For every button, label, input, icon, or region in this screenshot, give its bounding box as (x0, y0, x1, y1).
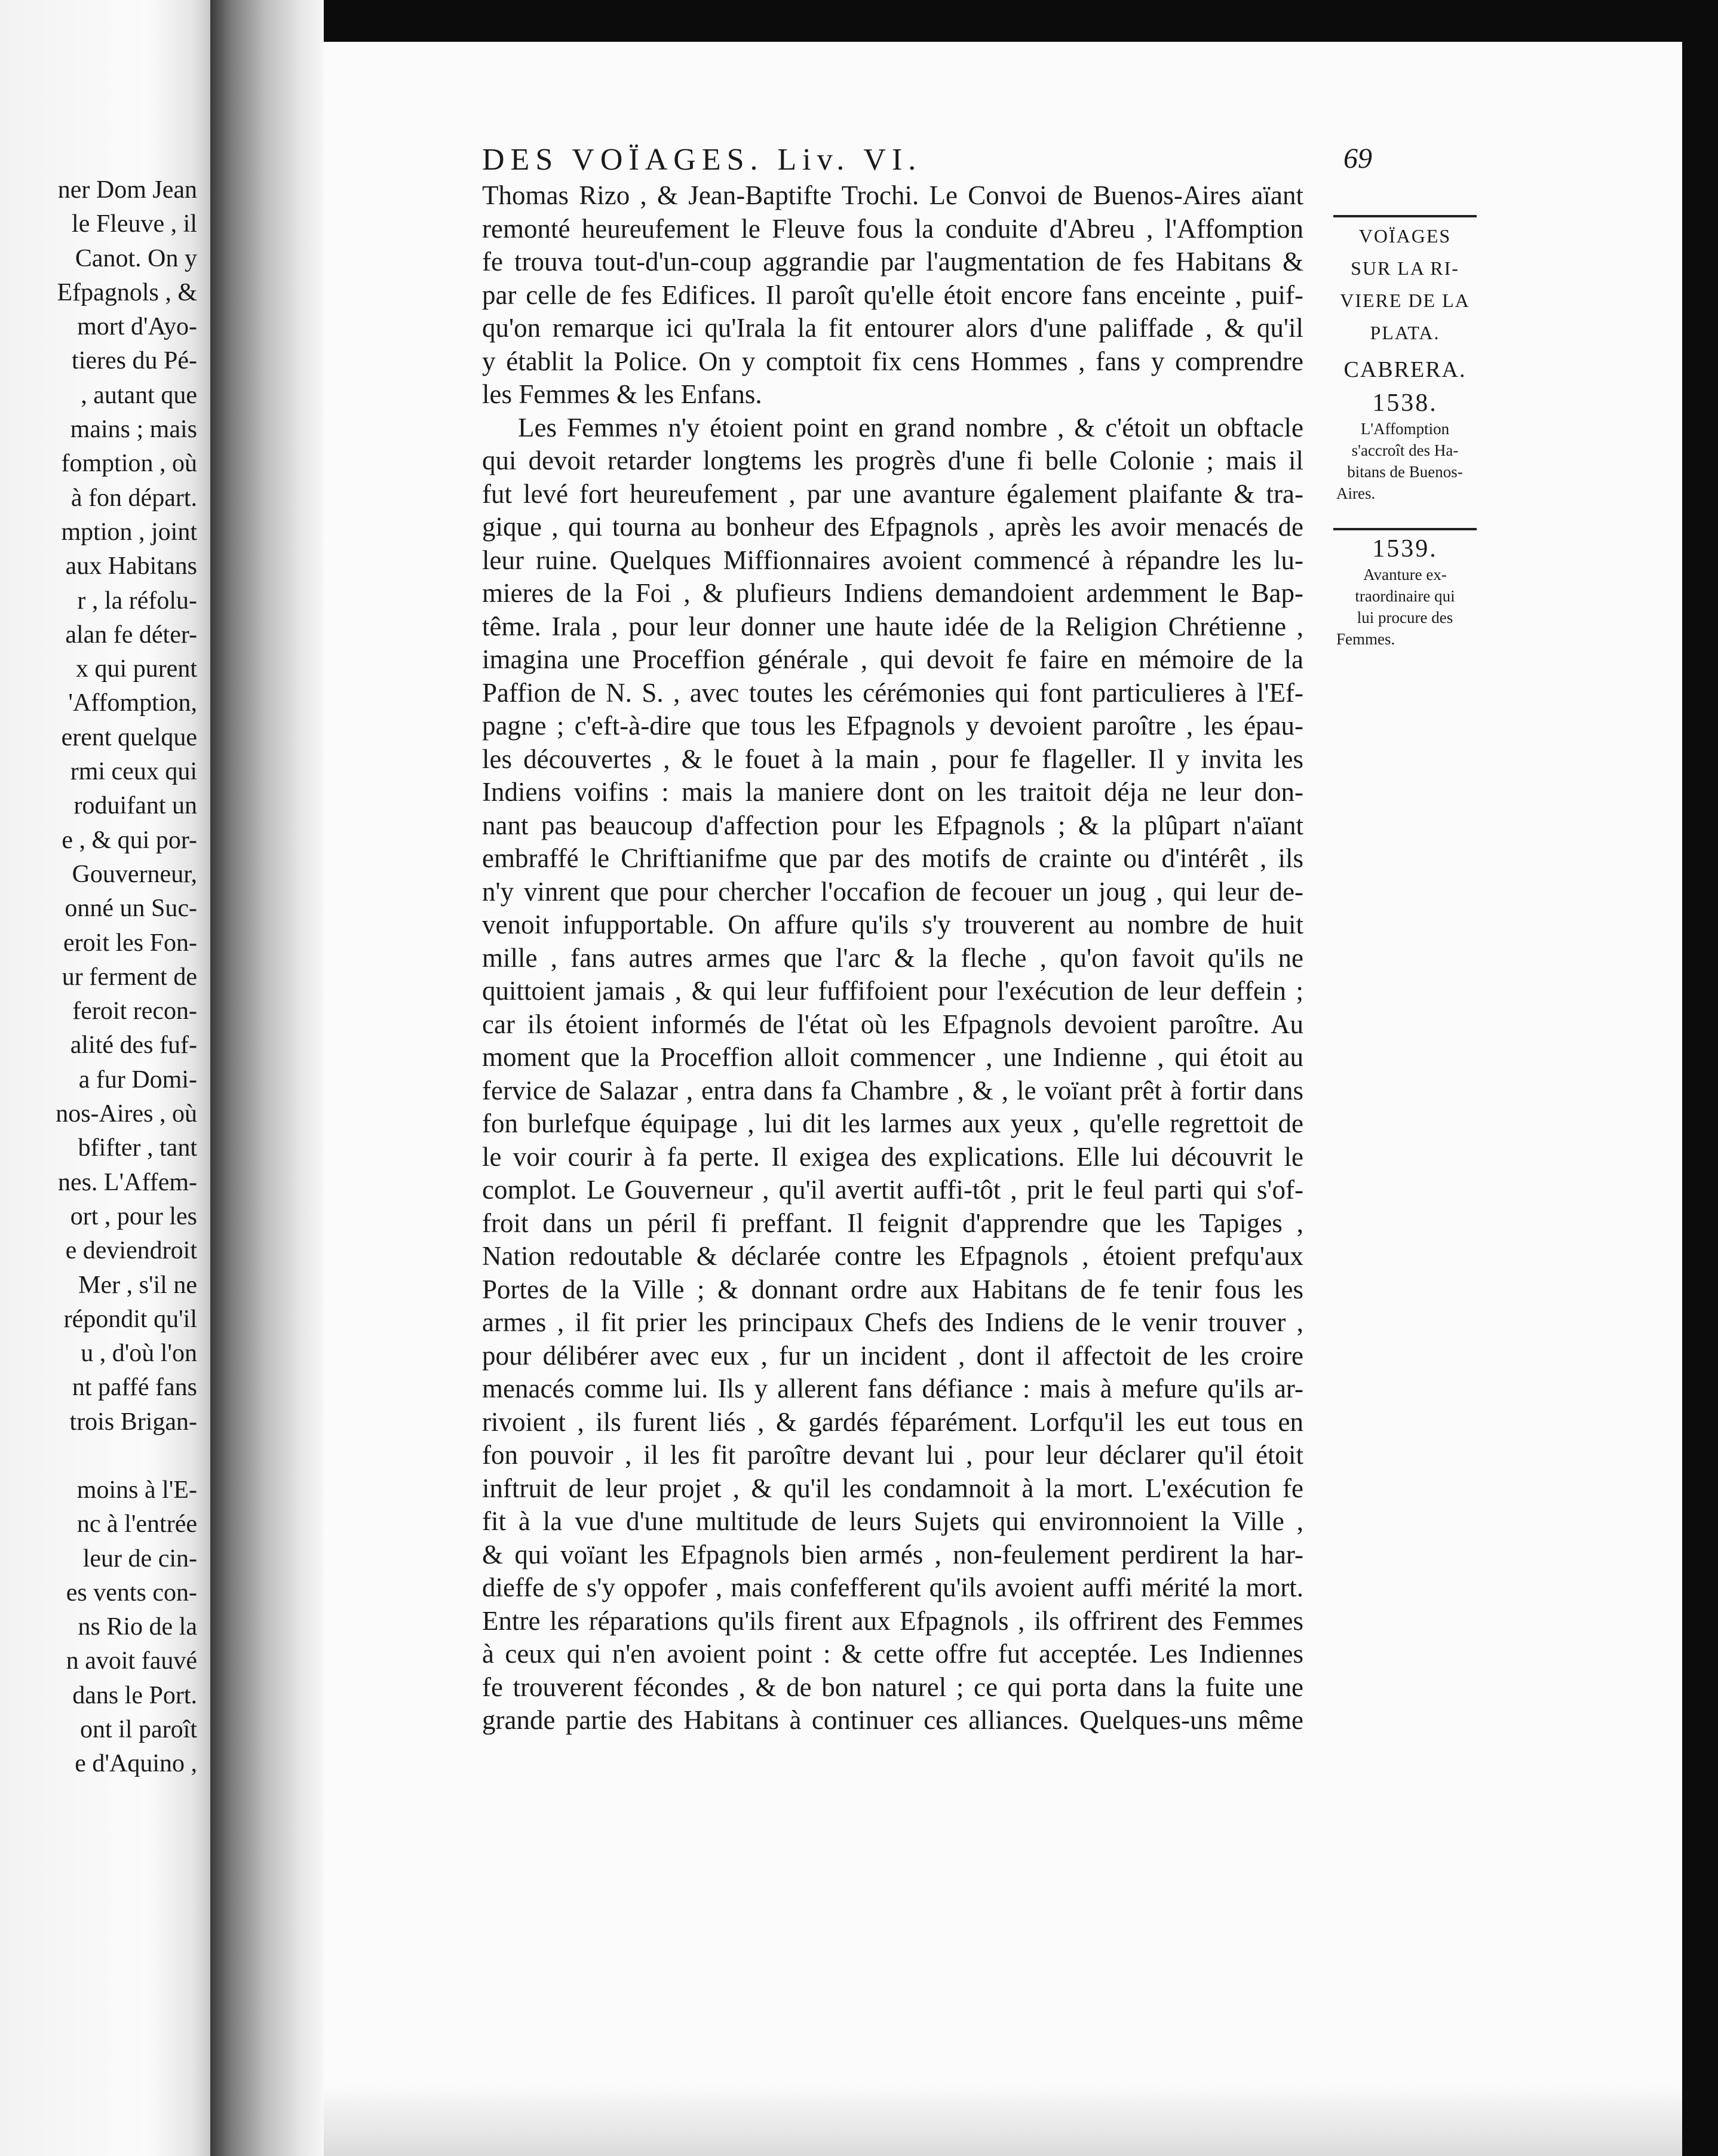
body-line: pagne ; c'eft-à-dire que tous les Efpagnols y devoient paroître , les épau- (482, 711, 1303, 741)
running-head-title: DES VOÏAGES. Liv. VI. (482, 143, 922, 177)
body-line: Paffion de N. S. , avec toutes les cérémonies qui font particulieres à l'Ef- (482, 677, 1303, 708)
body-line: dieffe de s'y oppofer , mais confefferent qu'ils avoient auffi mérité la mort. (482, 1573, 1303, 1602)
body-line: remonté heureufement le Fleuve fous la conduite d'Abreu , l'Affomption (482, 213, 1303, 244)
body-line: pour délibérer avec eux , fur un incident , dont il affectoit de les croire (482, 1340, 1303, 1371)
facing-page-line: le Fleuve , il (72, 210, 197, 238)
margin-note-line: Avanture ex- (1363, 566, 1447, 583)
body-line: armes , il fit prier les principaux Chefs des Indiens de le venir trouver , (482, 1307, 1303, 1337)
body-line: complot. Le Gouverneur , qu'il avertit auffi-tôt , prit le feul parti qui s'of- (482, 1175, 1303, 1205)
body-line: menacés comme lui. Ils y allerent fans défiance : mais à mefure qu'ils ar- (482, 1374, 1303, 1403)
facing-page-line: trois Brigan- (69, 1408, 197, 1436)
body-line: qui devoit retarder longtems les progrès d'une fi belle Colonie ; mais il (482, 446, 1303, 475)
margin-note-line: lui procure des (1357, 609, 1453, 626)
facing-page-line: bfifter , tant (78, 1134, 197, 1162)
facing-page-line: ns Rio de la (78, 1613, 197, 1641)
body-line: froit dans un péril fi preffant. Il feignit d'apprendre que les Tapiges , (482, 1208, 1303, 1238)
facing-page-line: es vents con- (66, 1578, 197, 1607)
margin-year: 1539. (1372, 535, 1438, 563)
body-line: fervice de Salazar , entra dans fa Chambre , & , le voïant prêt à fortir dans (482, 1075, 1303, 1105)
facing-page-line: moins à l'E- (76, 1476, 197, 1504)
facing-page-line: répondit qu'il (63, 1305, 197, 1333)
body-line: le voir courir à fa perte. Il exigea des explications. Elle lui découvrit le (482, 1141, 1303, 1172)
facing-page-line: mort d'Ayo- (77, 313, 197, 341)
facing-page-line: rmi ceux qui (70, 758, 197, 786)
margin-heading-line: PLATA. (1370, 322, 1440, 343)
facing-page-line: Efpagnols , & (57, 278, 197, 306)
facing-page-line: Canot. On y (75, 244, 197, 272)
facing-page-line: onné un Suc- (65, 895, 197, 923)
body-line: inftruit de leur projet , & qu'il les condamnoit à la mort. L'exécution fe (482, 1473, 1303, 1503)
facing-page-line: ur ferment de (62, 963, 197, 991)
body-line: Les Femmes n'y étoient point en grand nombre , & c'étoit un obftacle (518, 412, 1303, 443)
body-line: fon burlefque équipage , lui dit les larmes aux yeux , qu'elle regrettoit de (482, 1108, 1303, 1138)
body-line: nant pas beaucoup d'affection pour les Efpagnols ; & la plûpart n'aïant (482, 810, 1303, 840)
facing-page-line: nc à l'entrée (76, 1510, 197, 1538)
facing-page-line: x qui purent (76, 655, 197, 683)
facing-page-line: à fon départ. (70, 484, 197, 512)
facing-page-line: alan fe déter- (65, 621, 197, 649)
facing-page-line: nos-Aires , où (56, 1100, 197, 1128)
body-line: les découvertes , & le fouet à la main , pour fe flageller. Il y invita les (482, 744, 1303, 774)
facing-page-line: erent quelque (61, 723, 197, 751)
margin-heading-line: SUR LA RI- (1351, 257, 1459, 279)
margin-note-line: L'Affomption (1360, 420, 1450, 438)
body-line: rivoient , ils furent liés , & gardés féparément. Lorfqu'il les eut tous en (482, 1406, 1303, 1437)
facing-page-line: e , & qui por- (62, 826, 197, 854)
facing-page-line: ort , pour les (70, 1202, 197, 1230)
margin-note-line: bitans de Buenos- (1347, 463, 1463, 481)
facing-page-line: Mer , s'il ne (78, 1271, 197, 1299)
facing-page-line: eroit les Fon- (63, 929, 197, 957)
margin-heading-line: VIERE DE LA (1340, 290, 1470, 311)
facing-page-line: a fur Domi- (78, 1065, 197, 1094)
body-line: venoit infupportable. On affure qu'ils s'y trouverent au nombre de huit (482, 910, 1303, 939)
margin-heading-line: VOÏAGES (1358, 225, 1452, 247)
body-line: Portes de la Ville ; & donnant ordre aux Habitans de fe tenir fous les (482, 1274, 1303, 1304)
body-line: Indiens voifins : mais la maniere dont on les traitoit déja ne leur don- (482, 777, 1303, 807)
facing-page-line: feroit recon- (72, 997, 197, 1025)
facing-page-line: dans le Port. (72, 1681, 197, 1709)
facing-page-line: fomption , où (61, 450, 197, 478)
body-line: fe trouva tout-d'un-coup aggrandie par l'augmentation de fes Habitans & (482, 247, 1303, 277)
body-line: Entre les réparations qu'ils firent aux Efpagnols , ils offrirent des Femmes (482, 1605, 1303, 1636)
body-line: car ils étoient informés de l'état où les Efpagnols devoient paroître. Au (482, 1009, 1303, 1039)
body-line: par celle de fes Edifices. Il paroît qu'elle étoit encore fans enceinte , puif- (482, 280, 1303, 310)
body-line: fit à la vue d'une multitude de leurs Sujets qui environnoient la Ville , (482, 1506, 1303, 1536)
body-line: n'y vinrent que pour chercher l'occafion de fecouer un joug , qui leur de- (482, 876, 1303, 907)
book-gutter (210, 0, 324, 2156)
body-line: & qui voïant les Efpagnols bien armés , non-feulement perdirent la har- (482, 1539, 1303, 1570)
facing-page-line: Gouverneur, (72, 860, 197, 888)
body-line: mieres de la Foi , & plufieurs Indiens demandoient ardemment le Bap- (482, 578, 1303, 608)
facing-page-line: mains ; mais (70, 416, 197, 444)
facing-page-line: aux Habitans (65, 552, 197, 581)
facing-page-left (0, 0, 210, 2156)
body-line: imagina une Proceffion générale , qui devoit fe faire en mémoire de la (482, 644, 1303, 674)
margin-note-line: s'accroît des Ha- (1351, 441, 1459, 459)
facing-page-line: leur de cin- (82, 1544, 197, 1573)
facing-page-line: e deviendroit (65, 1237, 197, 1265)
body-line: embraffé le Chriftianifme que par des motifs de crainte ou d'intérêt , ils (482, 843, 1303, 873)
running-head (482, 142, 1372, 184)
facing-page-line: roduifant un (73, 792, 197, 820)
body-line: grande partie des Habitans à continuer ces alliances. Quelques-uns même (482, 1705, 1303, 1735)
facing-page-line: u , d'où l'on (81, 1340, 197, 1368)
body-line: fe trouverent fécondes , & de bon naturel ; ce qui porta dans la fuite une (482, 1672, 1303, 1702)
body-line: Nation redoutable & déclarée contre les Efpagnols , étoient prefqu'aux (482, 1241, 1303, 1271)
margin-note-line: Aires. (1336, 484, 1376, 502)
facing-page-line: , autant que (81, 381, 197, 409)
facing-page-line: alité des fuf- (70, 1031, 197, 1059)
book-page (324, 42, 1682, 2156)
page-shadow (324, 2084, 1682, 2156)
facing-page-line: n avoit fauvé (66, 1647, 197, 1675)
body-line: moment que la Proceffion alloit commencer , une Indienne , qui étoit au (482, 1042, 1303, 1072)
facing-page-line: e d'Aquino , (75, 1750, 197, 1778)
body-line: y établit la Police. On y comptoit fix cens Hommes , fans y comprendre (482, 346, 1303, 376)
body-line: gique , qui tourna au bonheur des Efpagnols , après les avoir menacés de (482, 512, 1303, 542)
margin-rule (1333, 215, 1477, 217)
margin-note-line: traordinaire qui (1355, 587, 1455, 605)
facing-page-line: 'Affomption, (68, 689, 197, 717)
facing-page-line: ont il paroît (80, 1716, 197, 1744)
page-number: 69 (1343, 143, 1372, 174)
margin-year: 1538. (1372, 389, 1438, 417)
facing-page-line: tieres du Pé- (72, 347, 197, 375)
body-line: leur ruine. Quelques Miffionnaires avoient commencé à répandre les lu- (482, 545, 1303, 575)
body-line: tême. Irala , pour leur donner une haute idée de la Religion Chrétienne , (482, 611, 1303, 641)
body-line: qu'on remarque ici qu'Irala la fit entourer alors d'une paliffade , & qu'il (482, 313, 1303, 343)
margin-notes (1324, 215, 1486, 650)
body-line: Thomas Rizo , & Jean-Baptifte Trochi. Le Convoi de Buenos-Aires aïant (482, 180, 1303, 210)
facing-page-line: nes. L'Affem- (57, 1168, 197, 1196)
margin-rule (1333, 528, 1477, 530)
body-line: fon pouvoir , il les fit paroître devant lui , pour leur déclarer qu'il étoit (482, 1440, 1303, 1470)
facing-page-line (0, 1439, 197, 1473)
body-line: fut levé fort heureufement , par une avanture également plaifante & tra- (482, 478, 1303, 509)
body-line: quittoient jamais , & qui leur fuffifoient pour l'exécution de leur deffein ; (482, 976, 1303, 1006)
facing-page-text (0, 173, 197, 1782)
body-line: mille , fans autres armes que l'arc & la fleche , qu'on favoit qu'ils ne (482, 942, 1303, 973)
body-line: les Femmes & les Enfans. (482, 379, 762, 409)
margin-note-line: Femmes. (1336, 630, 1395, 648)
facing-page-line: r , la réfolu- (77, 586, 197, 615)
facing-page-line: nt paffé fans (72, 1374, 197, 1402)
margin-name: CABRERA. (1343, 357, 1467, 382)
facing-page-line: mption , joint (61, 518, 197, 546)
body-line: à ceux qui n'en avoient point : & cette offre fut acceptée. Les Indiennes (482, 1639, 1303, 1669)
facing-page-line: ner Dom Jean (57, 176, 197, 204)
